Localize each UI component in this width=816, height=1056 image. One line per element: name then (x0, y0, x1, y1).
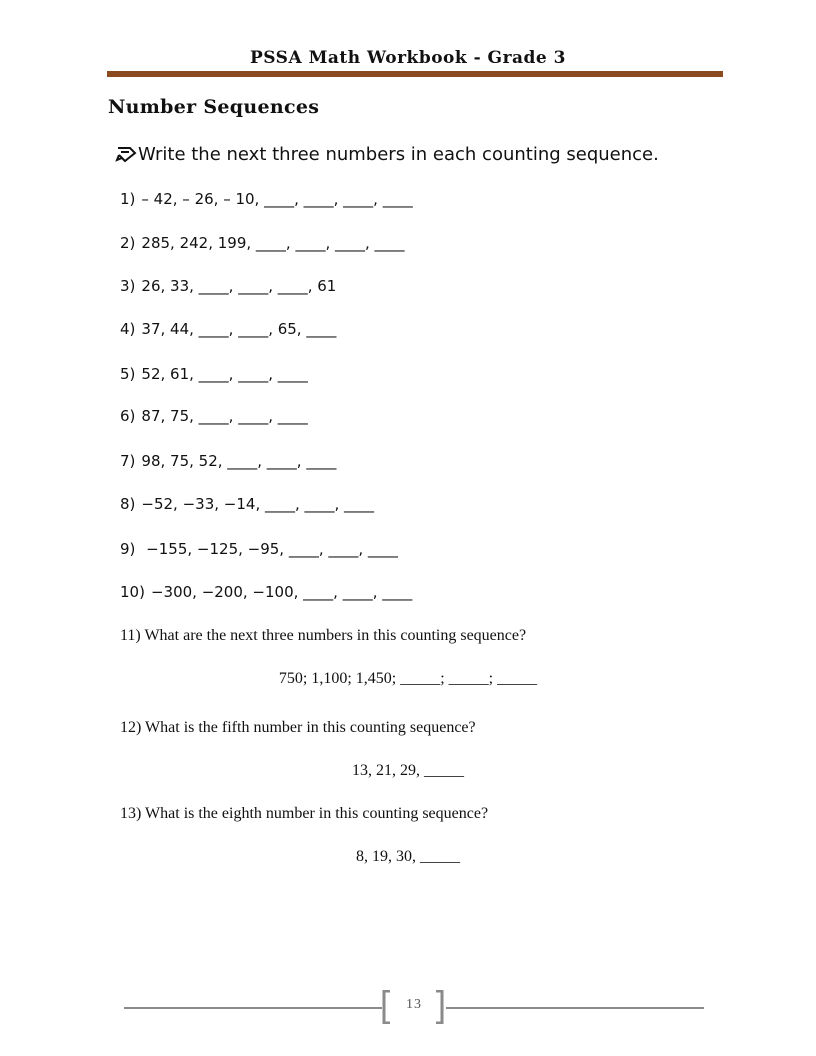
header-title: PSSA Math Workbook - Grade 3 (250, 48, 566, 68)
item-number: 8) (120, 495, 136, 513)
sequence-item (120, 495, 374, 513)
footer-bracket-right (435, 990, 445, 1024)
page-number: 13 (406, 997, 422, 1012)
instruction-text: Write the next three numbers in each counting sequence. (138, 143, 659, 165)
sequence-item (120, 277, 336, 295)
question-sequence: 13, 21, 29, _____ (352, 762, 464, 779)
sequence-item (120, 540, 398, 558)
item-number: 1) (120, 190, 136, 208)
sequence-item (120, 365, 308, 383)
sequence-item (120, 452, 336, 470)
item-number: 6) (120, 407, 136, 425)
sequence-item (120, 190, 413, 208)
item-number: 9) (120, 540, 136, 558)
item-number: 2) (120, 234, 136, 252)
item-number: 4) (120, 320, 136, 338)
item-sequence: 87, 75, ____, ____, ____ (141, 407, 308, 425)
sequence-item (120, 407, 308, 425)
sequence-item (120, 320, 336, 338)
item-sequence: 52, 61, ____, ____, ____ (141, 365, 308, 383)
section-title: Number Sequences (108, 96, 320, 118)
item-number: 10) (120, 583, 145, 601)
question-text: 12) What is the fifth number in this counting sequence? (120, 719, 476, 736)
header-rule (107, 71, 723, 77)
sequence-item (120, 234, 405, 252)
question-text: 13) What is the eighth number in this counting sequence? (120, 805, 489, 822)
question-sequence: 750; 1,100; 1,450; _____; _____; _____ (278, 670, 538, 687)
item-sequence: −52, −33, −14, ____, ____, ____ (141, 495, 375, 513)
instruction (115, 143, 659, 165)
footer-bracket-left (381, 990, 391, 1024)
question-text: 11) What are the next three numbers in this counting sequence? (120, 627, 527, 644)
footer-rule-left (124, 1007, 382, 1009)
pencil-icon (115, 143, 137, 165)
item-number: 3) (120, 277, 136, 295)
item-sequence: 37, 44, ____, ____, 65, ____ (141, 320, 337, 338)
item-sequence: – 42, – 26, – 10, ____, ____, ____, ____ (141, 190, 413, 208)
item-number: 7) (120, 452, 136, 470)
footer-rule-right (446, 1007, 704, 1009)
item-sequence: 98, 75, 52, ____, ____, ____ (141, 452, 337, 470)
item-sequence: −155, −125, −95, ____, ____, ____ (141, 540, 398, 558)
item-sequence: 26, 33, ____, ____, ____, 61 (141, 277, 337, 295)
item-number: 5) (120, 365, 136, 383)
question-sequence: 8, 19, 30, _____ (356, 848, 460, 865)
sequence-item (120, 583, 412, 601)
item-sequence: 285, 242, 199, ____, ____, ____, ____ (141, 234, 405, 252)
item-sequence: −300, −200, −100, ____, ____, ____ (150, 583, 413, 601)
